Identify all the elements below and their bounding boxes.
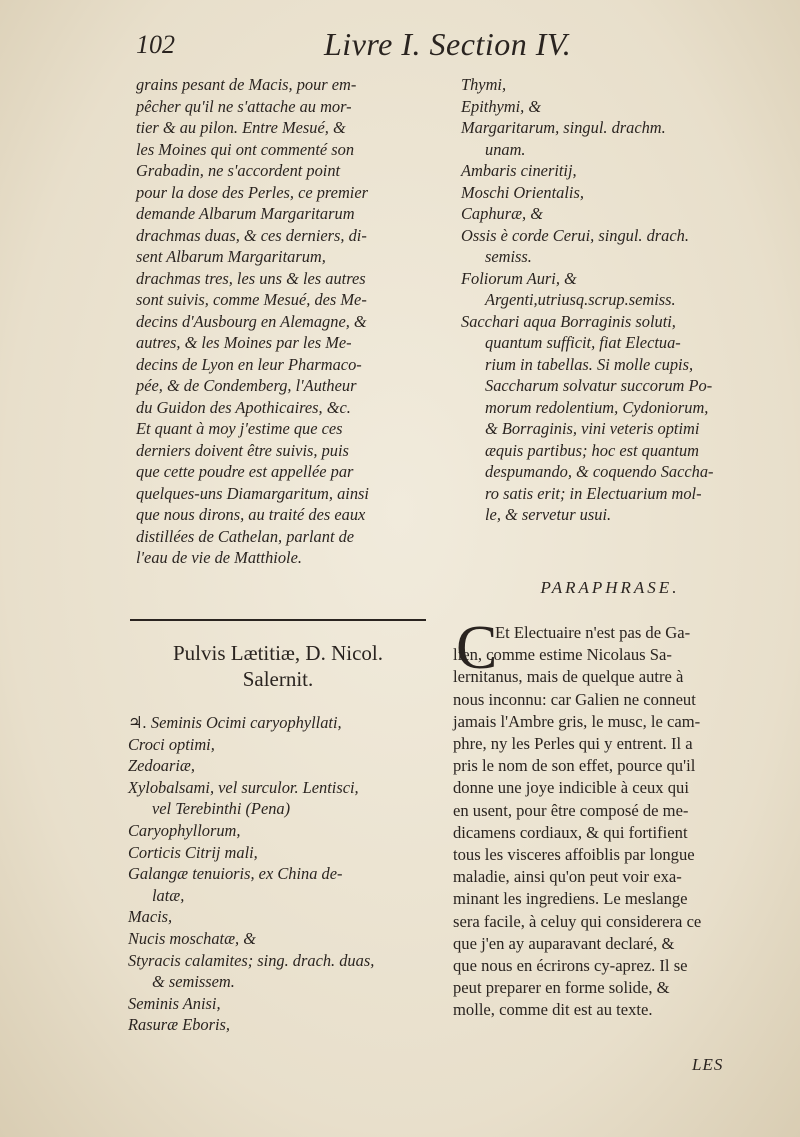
text-line: que nous en écrirons cy-aprez. Il se	[453, 956, 688, 976]
recipe-title	[130, 640, 426, 692]
catchword: LES	[692, 1055, 724, 1074]
text-line: tous les visceres affoiblis par longue	[453, 845, 695, 865]
drop-cap: C	[456, 614, 498, 682]
text-line: en usent, pour être composé de me-	[453, 800, 689, 820]
text-line: du Guidon des Apothicaires, &c.	[136, 397, 351, 417]
text-line: semiss.	[485, 247, 532, 266]
text-line: phre, ny les Perles qui y entrent. Il a	[453, 734, 693, 754]
recipe-title-line-1: Pulvis Lætitiæ, D. Nicol.	[172, 641, 384, 665]
text-line: latæ,	[152, 885, 185, 905]
text-line: sent Albarum Margaritarum,	[136, 247, 326, 266]
text-line: Xylobalsami, vel surculor. Lentisci,	[128, 777, 359, 797]
text-line: quelques-uns Diamargaritum, ainsi	[136, 483, 369, 503]
text-line: Galangæ tenuioris, ex China de-	[128, 864, 343, 884]
text-line: lien, comme estime Nicolaus Sa-	[453, 645, 672, 665]
text-line: Rasuræ Eboris,	[128, 1015, 231, 1035]
text-line: jamais l'Ambre gris, le musc, le cam-	[453, 711, 701, 731]
text-line: molle, comme dit est au texte.	[453, 1000, 653, 1020]
text-line: les Moines qui ont commenté son	[136, 139, 355, 159]
text-line: unam.	[485, 139, 526, 159]
text-line: Caphuræ, &	[461, 204, 543, 223]
recipe-title-line-2: Salernit.	[242, 667, 314, 691]
text-line: rium in tabellas. Si molle cupis,	[485, 354, 694, 374]
text-line: pée, & de Condemberg, l'Autheur	[136, 376, 357, 395]
text-line: Sacchari aqua Borraginis soluti,	[461, 311, 676, 331]
text-line: Et Electuaire n'est pas de Ga-	[495, 623, 691, 642]
text-line: sont suivis, comme Mesué, des Me-	[136, 290, 367, 309]
page-number: 102	[136, 30, 175, 59]
text-line: peut preparer en forme solide, &	[453, 978, 670, 998]
text-line: ♃. Seminis Ocimi caryophyllati,	[128, 713, 342, 732]
text-line: minant les ingrediens. Le meslange	[453, 889, 688, 909]
paraphrase-heading: PARAPHRASE.	[540, 578, 680, 597]
text-line: pour la dose des Perles, ce premier	[136, 182, 368, 202]
text-line: Et quant à moy j'estime que ces	[136, 419, 343, 438]
text-line: Saccharum solvatur succorum Po-	[485, 376, 713, 395]
text-line: que nous dirons, au traité des eaux	[136, 505, 366, 524]
text-line: Seminis Anisi,	[128, 993, 221, 1013]
text-line: Nucis moschatæ, &	[128, 928, 256, 948]
text-line: derniers doivent être suivis, puis	[136, 440, 349, 460]
text-line: Moschi Orientalis,	[461, 182, 584, 202]
text-line: Croci optimi,	[128, 734, 215, 754]
text-line: & Borraginis, vini veteris optimi	[485, 419, 700, 438]
text-line: que cette poudre est appellée par	[136, 462, 354, 481]
text-line: despumando, & coquendo Saccha-	[485, 462, 714, 481]
text-line: Corticis Citrij mali,	[128, 842, 258, 862]
paraphrase-body	[453, 614, 773, 1022]
text-line: lernitanus, mais de quelque autre à	[453, 667, 684, 687]
text-line: Foliorum Auri, &	[461, 268, 577, 288]
text-line: pêcher qu'il ne s'attache au mor-	[136, 96, 352, 116]
text-line: ro satis erit; in Electuarium mol-	[485, 483, 702, 503]
text-line: pris le nom de son effet, pource qu'il	[453, 756, 696, 776]
text-line: maladie, ainsi qu'on peut voir exa-	[453, 867, 682, 887]
text-line: dicamens cordiaux, & qui fortifient	[453, 822, 688, 842]
text-line: decins de Lyon en leur Pharmaco-	[136, 354, 362, 374]
right-column-recipe	[461, 74, 771, 526]
text-line: Ossis è corde Cerui, singul. drach.	[461, 225, 689, 245]
text-line: Epithymi, &	[461, 96, 542, 116]
text-line: demande Albarum Margaritarum	[136, 204, 355, 223]
text-line: Argenti,utriusq.scrup.semiss.	[485, 290, 676, 309]
text-line: Grabadin, ne s'accordent point	[136, 161, 341, 180]
text-line: sera facile, à celuy qui considerera ce	[453, 911, 702, 931]
text-line: donne une joye indicible à ceux qui	[453, 778, 689, 798]
section-divider	[130, 619, 426, 621]
text-line: tier & au pilon. Entre Mesué, &	[136, 118, 346, 137]
text-line: Margaritarum, singul. drachm.	[461, 118, 666, 137]
text-line: Ambaris cineritij,	[461, 161, 577, 180]
text-line: drachmas duas, & ces derniers, di-	[136, 225, 367, 245]
text-line: Zedoariæ,	[128, 756, 195, 776]
text-line: Macis,	[128, 907, 173, 927]
text-line: distillées de Cathelan, parlant de	[136, 526, 355, 546]
text-line: Thymi,	[461, 75, 507, 94]
text-line: quantum sufficit, fiat Electua-	[485, 333, 681, 352]
text-line: æquis partibus; hoc est quantum	[485, 440, 699, 460]
text-line: l'eau de vie de Matthiole.	[136, 548, 302, 567]
text-line: que j'en ay auparavant declaré, &	[453, 933, 675, 953]
left-column-text	[136, 74, 446, 569]
text-line: autres, & les Moines par les Me-	[136, 333, 352, 352]
running-head: Livre I. Section IV.	[324, 26, 572, 62]
text-line: morum redolentium, Cydoniorum,	[485, 397, 709, 417]
text-line: nous inconnu: car Galien ne conneut	[453, 689, 696, 709]
page-header	[136, 26, 756, 66]
text-line: Styracis calamites; sing. drach. duas,	[128, 950, 375, 970]
text-line: & semissem.	[152, 972, 235, 992]
text-line: vel Terebinthi (Pena)	[152, 799, 291, 819]
text-line: le, & servetur usui.	[485, 505, 612, 524]
recipe-ingredients	[128, 712, 438, 1036]
text-line: decins d'Ausbourg en Alemagne, &	[136, 311, 367, 331]
text-line: drachmas tres, les uns & les autres	[136, 268, 366, 288]
text-line: grains pesant de Macis, pour em-	[136, 75, 357, 94]
text-line: Caryophyllorum,	[128, 820, 241, 840]
